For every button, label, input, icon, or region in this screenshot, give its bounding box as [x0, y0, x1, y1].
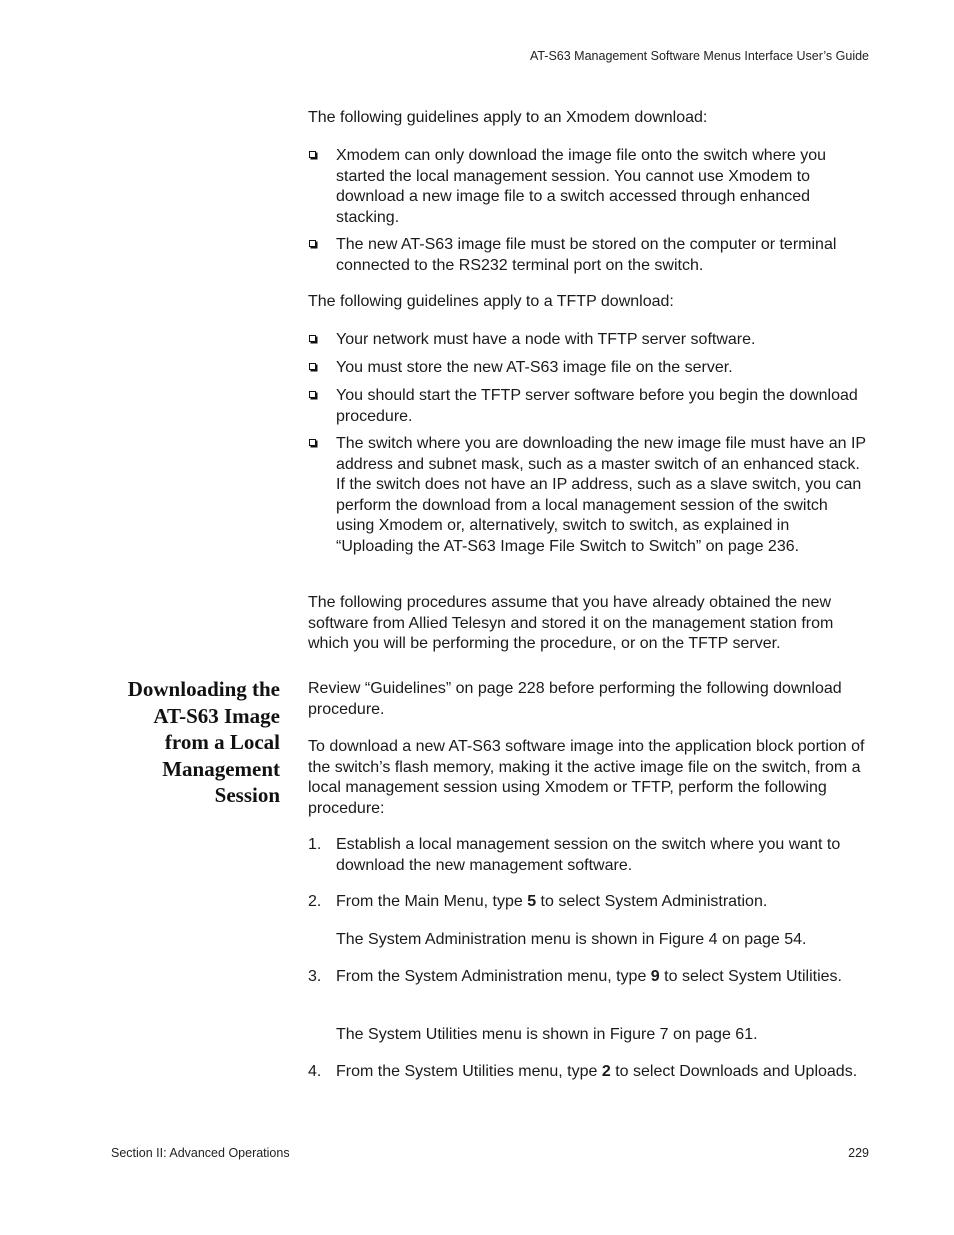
list-item: You must store the new AT-S63 image file on the server. — [308, 358, 870, 379]
checkbox-bullet-icon — [309, 363, 316, 370]
menu-key: 2 — [601, 1063, 611, 1080]
list-item: You should start the TFTP server software before you begin the download procedure. — [308, 386, 870, 427]
list-item: Xmodem can only download the image file onto the switch where you started the local management session. You cannot use Xmodem to download a new image file to a switch accessed through enhanced stacking. — [308, 146, 870, 228]
section-intro: To download a new AT-S63 software image into the application block portion of the switch’s flash memory, making it the active image file on the switch, from a local management session using Xmodem or TFTP, perform the following procedure: — [308, 738, 865, 817]
procedure-step: 1. Establish a local management session on the switch where you want to download the new management software. — [308, 836, 841, 874]
xmodem-intro: The following guidelines apply to an Xmodem download: — [308, 109, 708, 126]
list-item: The new AT-S63 image file must be stored on the computer or terminal connected to the RS232 terminal port on the switch. — [308, 235, 870, 276]
menu-key: 9 — [650, 968, 660, 985]
checkbox-bullet-icon — [309, 151, 316, 158]
list-item: The switch where you are downloading the new image file must have an IP address and subnet mask, such as a master switch of an enhanced stack. If the switch does not have an IP address, such as a slave switch, you can perform the download from a local management session of the switch using Xmodem or, alternatively, switch to switch, as explained in “Uploading the AT-S63 Image File Switch to Switch” on page 236. — [308, 434, 870, 557]
procedure-step: 2. From the Main Menu, type 5 to select System Administration. — [308, 893, 768, 910]
step-note: The System Administration menu is shown in Figure 4 on page 54. — [336, 931, 807, 948]
page-number: 229 — [848, 1146, 869, 1160]
checkbox-bullet-icon — [309, 335, 316, 342]
checkbox-bullet-icon — [309, 391, 316, 398]
tftp-intro: The following guidelines apply to a TFTP download: — [308, 293, 674, 310]
checkbox-bullet-icon — [309, 240, 316, 247]
procedure-step: 4. From the System Utilities menu, type 2 to select Downloads and Uploads. — [308, 1063, 858, 1080]
list-item: Your network must have a node with TFTP server software. — [308, 330, 870, 351]
menu-key: 5 — [527, 893, 537, 910]
running-header: AT-S63 Management Software Menus Interface User’s Guide — [529, 49, 869, 63]
checkbox-bullet-icon — [309, 439, 316, 446]
section-heading: Downloading the AT-S63 Image from a Local Management Session — [127, 677, 280, 807]
procedures-note: The following procedures assume that you have already obtained the new software from Allied Telesyn and stored it on the management station from which you will be performing the procedure, or on the TFTP server. — [308, 594, 834, 652]
procedure-step: 3. From the System Administration menu, type 9 to select System Utilities. — [308, 968, 842, 985]
footer-section: Section II: Advanced Operations — [111, 1146, 290, 1160]
step-note: The System Utilities menu is shown in Figure 7 on page 61. — [336, 1026, 758, 1043]
review-paragraph: Review “Guidelines” on page 228 before performing the following download procedure. — [308, 680, 842, 718]
